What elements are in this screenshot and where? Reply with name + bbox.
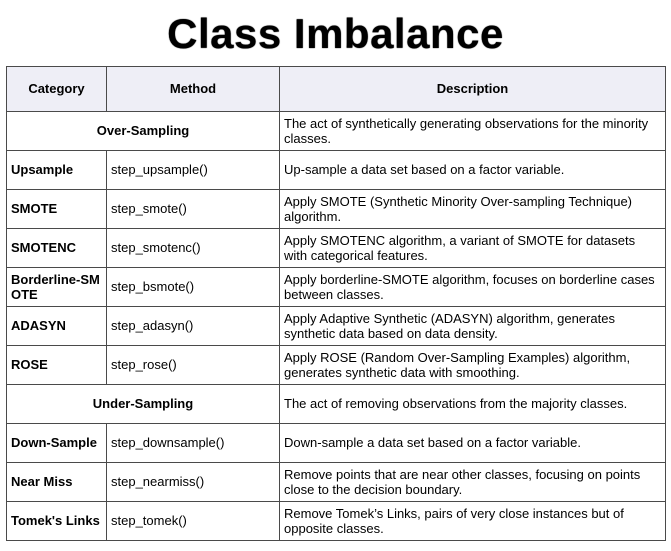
table-row	[7, 502, 666, 541]
description-cell: Apply borderline-SMOTE algorithm, focuses on borderline cases between classes.	[280, 268, 666, 307]
methods-table	[6, 66, 666, 541]
class-imbalance-table	[6, 66, 665, 541]
method-cell: step_tomek()	[107, 502, 280, 541]
category-cell: ADASYN	[7, 307, 107, 346]
description-cell: The act of synthetically generating observations for the minority classes.	[280, 112, 666, 151]
table-row	[7, 307, 666, 346]
category-cell: SMOTENC	[7, 229, 107, 268]
description-cell: Remove Tomek’s Links, pairs of very close instances but of opposite classes.	[280, 502, 666, 541]
method-cell: step_smote()	[107, 190, 280, 229]
description-cell: Remove points that are near other classes, focusing on points close to the decision boundary.	[280, 463, 666, 502]
description-cell: Up-sample a data set based on a factor variable.	[280, 151, 666, 190]
method-cell: step_adasyn()	[107, 307, 280, 346]
column-header-method: Method	[107, 67, 280, 112]
table-body	[7, 112, 666, 541]
category-cell: ROSE	[7, 346, 107, 385]
category-cell: Upsample	[7, 151, 107, 190]
category-cell: SMOTE	[7, 190, 107, 229]
description-cell: Apply SMOTE (Synthetic Minority Over-sampling Technique) algorithm.	[280, 190, 666, 229]
category-cell: Near Miss	[7, 463, 107, 502]
table-header-row	[7, 67, 666, 112]
category-cell: Tomek's Links	[7, 502, 107, 541]
section-category: Over-Sampling	[7, 112, 280, 151]
description-cell: Apply SMOTENC algorithm, a variant of SMOTE for datasets with categorical features.	[280, 229, 666, 268]
table-row	[7, 268, 666, 307]
table-row	[7, 229, 666, 268]
page-title: Class Imbalance	[167, 10, 504, 57]
table-row	[7, 463, 666, 502]
table-row	[7, 151, 666, 190]
method-cell: step_nearmiss()	[107, 463, 280, 502]
column-header-description: Description	[280, 67, 666, 112]
category-cell: Borderline-SMOTE	[7, 268, 107, 307]
description-cell: Apply Adaptive Synthetic (ADASYN) algorithm, generates synthetic data based on data density.	[280, 307, 666, 346]
column-header-category: Category	[7, 67, 107, 112]
method-cell: step_upsample()	[107, 151, 280, 190]
description-cell: The act of removing observations from the majority classes.	[280, 385, 666, 424]
table-row	[7, 190, 666, 229]
method-cell: step_rose()	[107, 346, 280, 385]
method-cell: step_downsample()	[107, 424, 280, 463]
section-category: Under-Sampling	[7, 385, 280, 424]
table-row	[7, 424, 666, 463]
section-row	[7, 112, 666, 151]
method-cell: step_bsmote()	[107, 268, 280, 307]
description-cell: Apply ROSE (Random Over-Sampling Examples) algorithm, generates synthetic data with smoothing.	[280, 346, 666, 385]
section-row	[7, 385, 666, 424]
method-cell: step_smotenc()	[107, 229, 280, 268]
description-cell: Down-sample a data set based on a factor variable.	[280, 424, 666, 463]
category-cell: Down-Sample	[7, 424, 107, 463]
table-row	[7, 346, 666, 385]
